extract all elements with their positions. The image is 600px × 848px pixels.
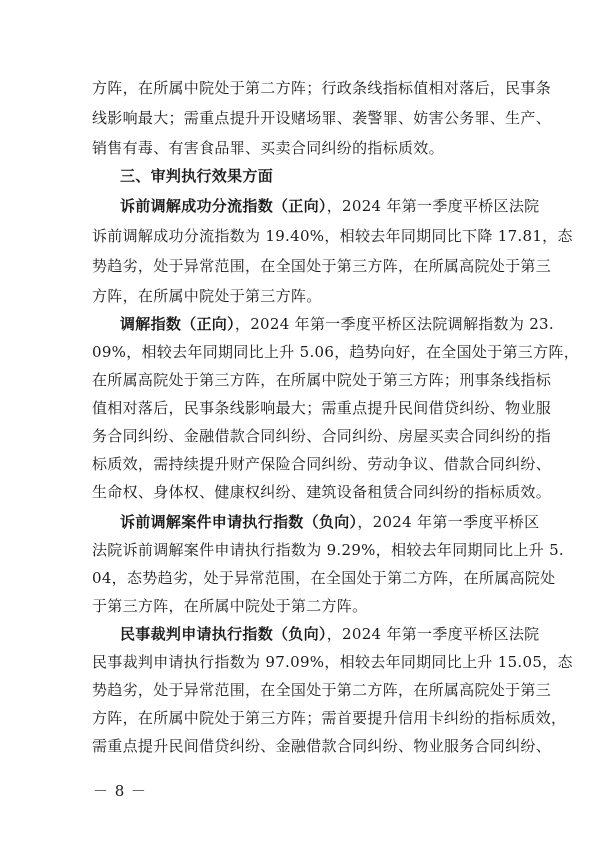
- paragraph-5-line-1: [120, 624, 540, 644]
- paragraph-2-line-2: 诉前调解成功分流指数为 19.40%，相较去年同期同比下降 17.81，态: [92, 227, 573, 245]
- paragraph-1-line-3: 销售有毒、有害食品罪、买卖合同纠纷的指标质效。: [92, 139, 444, 157]
- paragraph-3-term: 调解指数（正向）: [120, 315, 235, 333]
- paragraph-4-line-1-text: ，2024 年第一季度平桥区: [357, 513, 540, 531]
- paragraph-2-line-1: [120, 196, 540, 216]
- paragraph-3-line-6: 标质效，需持续提升财产保险合同纠纷、劳动争议、借款合同纠纷、: [92, 455, 552, 473]
- paragraph-5-line-4: 方阵，在所属中院处于第三方阵；需首要提升信用卡纠纷的指标质效，: [92, 709, 567, 727]
- paragraph-5-line-5: 需重点提升民间借贷纠纷、金融借款合同纠纷、物业服务合同纠纷、: [92, 737, 552, 755]
- section-heading: 三、审判执行效果方面: [120, 167, 274, 185]
- paragraph-3-line-4: 值相对落后，民事条线影响最大；需重点提升民间借贷纠纷、物业服: [92, 399, 552, 417]
- paragraph-5-line-2: 民事裁判申请执行指数为 97.09%，相较去年同期同比上升 15.05，态: [92, 653, 573, 671]
- paragraph-3-line-1: [120, 314, 554, 334]
- paragraph-3-line-5: 务合同纠纷、金融借款合同纠纷、合同纠纷、房屋买卖合同纠纷的指: [92, 427, 552, 445]
- paragraph-2-line-4: 方阵，在所属中院处于第三方阵。: [92, 287, 322, 305]
- paragraph-4-line-4: 于第三方阵，在所属中院处于第二方阵。: [92, 597, 368, 615]
- paragraph-1-line-2: 线影响最大；需重点提升开设赌场罪、袭警罪、妨害公务罪、生产、: [92, 109, 552, 127]
- paragraph-2-line-1-text: ，2024 年第一季度平桥区法院: [326, 197, 540, 215]
- paragraph-4-line-1: [120, 512, 540, 532]
- page-number: － 8 －: [92, 782, 148, 800]
- paragraph-5-term: 民事裁判申请执行指数（负向）: [120, 625, 327, 643]
- paragraph-5-line-1-text: ，2024 年第一季度平桥区法院: [326, 625, 540, 643]
- paragraph-3-line-7: 生命权、身体权、健康权纠纷、建筑设备租赁合同纠纷的指标质效。: [92, 483, 552, 501]
- paragraph-2-line-3: 势趋劣，处于异常范围，在全国处于第三方阵，在所属高院处于第三: [92, 257, 552, 275]
- paragraph-1-line-1: 方阵，在所属中院处于第二方阵；行政条线指标值相对落后，民事条: [92, 79, 552, 97]
- paragraph-2-term: 诉前调解成功分流指数（正向）: [120, 197, 327, 215]
- paragraph-3-line-2: 09%，相较去年同期同比上升 5.06，趋势向好，在全国处于第三方阵，: [92, 343, 580, 361]
- paragraph-5-line-3: 势趋劣，处于异常范围，在全国处于第二方阵，在所属高院处于第三: [92, 681, 552, 699]
- paragraph-4-term: 诉前调解案件申请执行指数（负向）: [120, 513, 358, 531]
- paragraph-3-line-3: 在所属高院处于第三方阵，在所属中院处于第三方阵；刑事条线指标: [92, 371, 552, 389]
- paragraph-3-line-1-text: ，2024 年第一季度平桥区法院调解指数为 23.: [234, 315, 554, 333]
- paragraph-4-line-3: 04，态势趋劣，处于异常范围，在全国处于第二方阵，在所属高院处: [92, 569, 556, 587]
- paragraph-4-line-2: 法院诉前调解案件申请执行指数为 9.29%，相较去年同期同比上升 5.: [92, 541, 565, 559]
